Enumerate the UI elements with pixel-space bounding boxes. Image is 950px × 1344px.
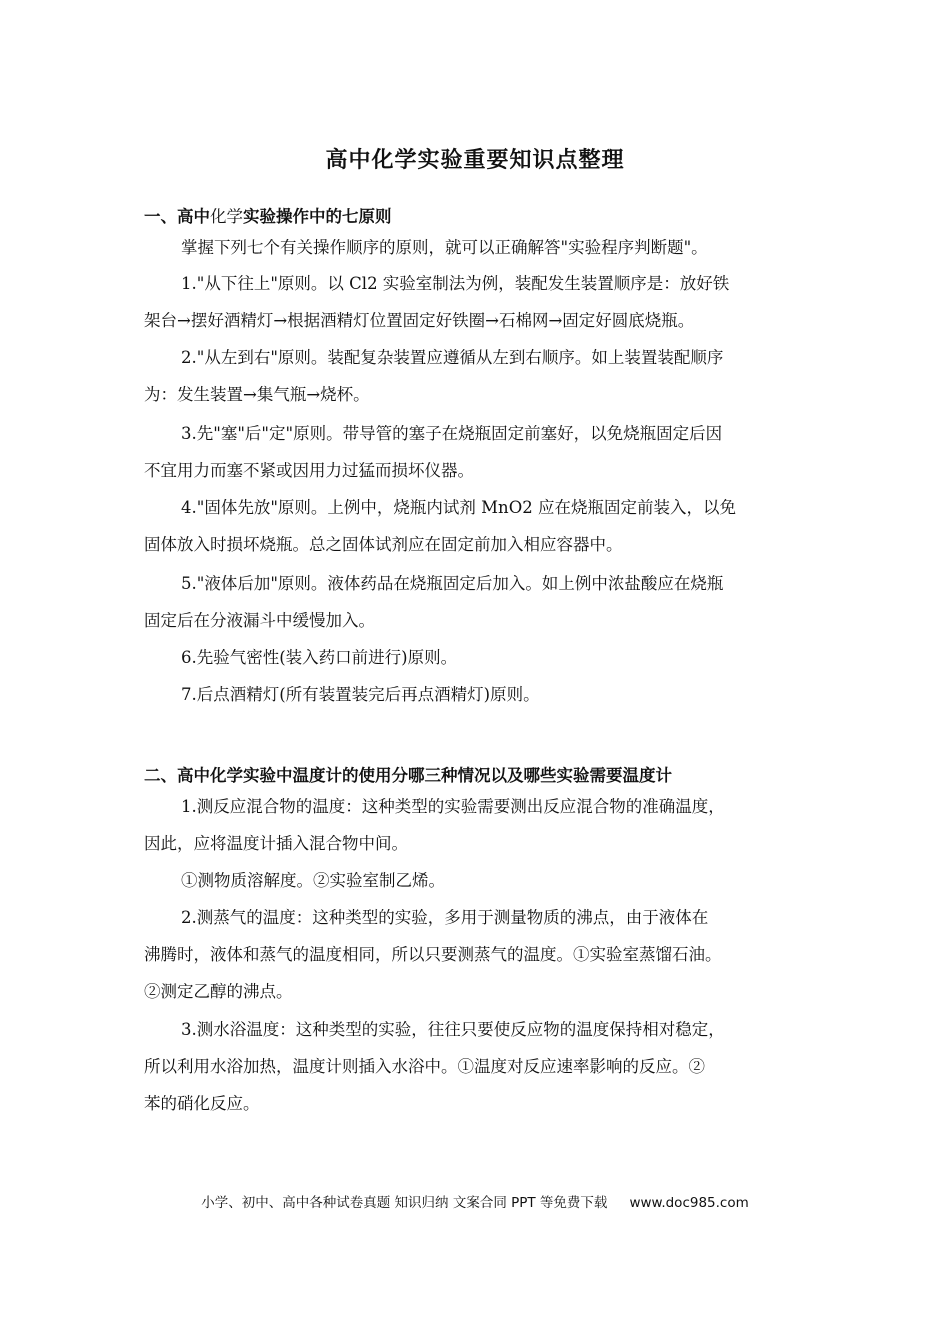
intro-line: 掌握下列七个有关操作顺序的原则，就可以正确解答"实验程序判断题"。 [181,238,708,257]
rule-4 [144,489,820,563]
rule-3 [144,415,820,489]
rule-7 [144,676,820,713]
case-1-line-2: 因此，应将温度计插入混合物中间。 [144,834,408,853]
case-1-line-3: ①测物质溶解度。②实验室制乙烯。 [181,871,445,890]
case-2-line-2: 沸腾时，液体和蒸气的温度相同，所以只要测蒸气的温度。①实验室蒸馏石油。 [144,945,722,964]
section1-heading-part-a: 一、高中 [144,207,210,226]
rule-5-line-1: 5."液体后加"原则。液体药品在烧瓶固定后加入。如上例中浓盐酸应在烧瓶 [181,574,724,593]
case-1-line-1: 1.测反应混合物的温度：这种类型的实验需要测出反应混合物的准确温度， [181,797,725,816]
section1-heading-part-c: 实验操作中的七原则 [243,207,392,226]
rule-5 [144,565,820,639]
footer-url[interactable]: www.doc985.com [629,1195,749,1211]
rule-4-line-2: 固体放入时损坏烧瓶。总之固体试剂应在固定前加入相应容器中。 [144,535,623,554]
section2-heading: 二、高中化学实验中温度计的使用分哪三种情况以及哪些实验需要温度计 [144,766,672,785]
rule-1-line-2: 架台→摆好酒精灯→根据酒精灯位置固定好铁圈→石棉网→固定好圆底烧瓶。 [144,311,695,330]
rule-1-line-1: 1."从下往上"原则。以 Cl2 实验室制法为例，装配发生装置顺序是：放好铁 [181,274,730,293]
thermo-case-3 [144,1011,820,1122]
thermo-case-1 [144,788,820,899]
rule-6 [144,639,820,676]
rule-7-line-1: 7.后点酒精灯(所有装置装完后再点酒精灯)原则。 [181,685,540,704]
rule-6-line-1: 6.先验气密性(装入药口前进行)原则。 [181,648,458,667]
case-2-line-1: 2.测蒸气的温度：这种类型的实验，多用于测量物质的沸点，由于液体在 [181,908,709,927]
rule-3-line-1: 3.先"塞"后"定"原则。带导管的塞子在烧瓶固定前塞好，以免烧瓶固定后因 [181,424,723,443]
rule-5-line-2: 固定后在分液漏斗中缓慢加入。 [144,611,375,630]
footer-text: 小学、初中、高中各种试卷真题 知识归纳 文案合同 PPT 等免费下载 [201,1195,608,1211]
section1-heading-part-b: 化学 [210,207,243,226]
page-footer [0,1191,950,1211]
section1-intro [144,229,820,266]
rule-2-line-1: 2."从左到右"原则。装配复杂装置应遵循从左到右顺序。如上装置装配顺序 [181,348,724,367]
case-3-line-3: 苯的硝化反应。 [144,1094,260,1113]
rule-2 [144,339,820,413]
rule-4-line-1: 4."固体先放"原则。上例中，烧瓶内试剂 MnO2 应在烧瓶固定前装入，以免 [181,498,736,517]
rule-2-line-2: 为：发生装置→集气瓶→烧杯。 [144,385,370,404]
section1-heading [144,203,392,227]
case-3-line-2: 所以利用水浴加热，温度计则插入水浴中。①温度对反应速率影响的反应。② [144,1057,705,1076]
rule-1 [144,265,820,339]
rule-3-line-2: 不宜用力而塞不紧或因用力过猛而损坏仪器。 [144,461,474,480]
case-3-line-1: 3.测水浴温度：这种类型的实验，往往只要使反应物的温度保持相对稳定， [181,1020,725,1039]
thermo-case-2 [144,899,820,1010]
document-title: 高中化学实验重要知识点整理 [325,147,625,173]
case-2-line-3: ②测定乙醇的沸点。 [144,982,293,1001]
